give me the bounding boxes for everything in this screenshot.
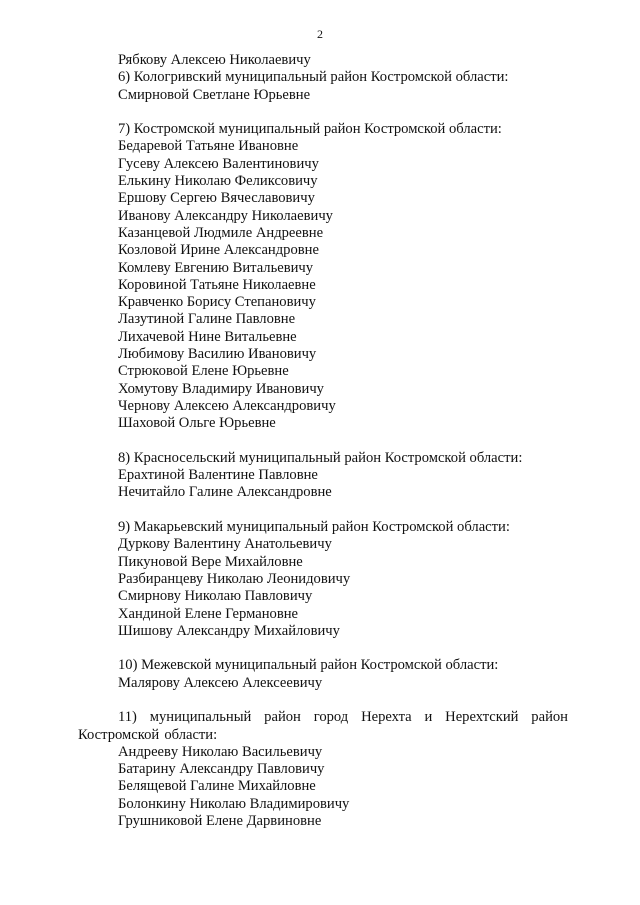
list-item: Хандиной Елене Германовне <box>118 605 299 622</box>
list-item: Хомутову Владимиру Ивановичу <box>118 380 324 397</box>
list-item: Батарину Александру Павловичу <box>118 761 325 778</box>
list-item: Коровиной Татьяне Николаевне <box>118 276 316 293</box>
list-section <box>78 121 568 432</box>
list-item: Болонкину Николаю Владимировичу <box>118 795 350 812</box>
list-item: Шишову Александру Михайловичу <box>118 622 340 639</box>
list-item: Андреевy Николаю Васильевичу <box>118 743 323 760</box>
list-section <box>78 519 568 640</box>
list-section <box>78 657 568 692</box>
list-section <box>78 52 568 69</box>
list-item: Кравченко Борису Степановичу <box>118 294 316 311</box>
list-item: Чернову Алексею Александровичу <box>118 397 336 414</box>
list-item: Пикуновой Вере Михайловне <box>118 553 303 570</box>
list-item: Белящевой Галине Михайловне <box>118 778 316 795</box>
list-item: Разбиранцеву Николаю Леонидовичу <box>118 570 351 587</box>
list-item: Малярову Алексею Алексеевичу <box>118 674 323 691</box>
list-item: Нечитайло Галине Александровне <box>118 484 332 501</box>
list-section <box>78 450 568 502</box>
page-number: 2 <box>317 27 323 41</box>
list-item: Козловой Ирине Александровне <box>118 242 319 259</box>
list-item: Бедаревой Татьяне Ивановне <box>118 138 299 155</box>
list-section <box>78 709 568 830</box>
list-item: Любимову Василию Ивановичу <box>118 346 317 363</box>
section-heading: 11) муниципальный район город Нерехта и Нерехтский район Костромской области: <box>78 709 568 743</box>
list-item: Дуркову Валентину Анатольевичу <box>118 536 332 553</box>
list-item: Смирнову Николаю Павловичу <box>118 588 313 605</box>
list-item: Гусеву Алексею Валентиновичу <box>118 155 319 172</box>
list-item: Ерахтиной Валентине Павловне <box>118 467 318 484</box>
list-item: Елькину Николаю Феликсовичу <box>118 173 318 190</box>
section-heading: 6) Кологривский муниципальный район Костромской области: <box>118 69 509 86</box>
section-heading: 7) Костромской муниципальный район Костромской области: <box>118 121 502 138</box>
list-item: Грушниковой Елене Дарвиновне <box>118 813 322 830</box>
list-item: Лихачевой Нине Витальевне <box>118 328 297 345</box>
document-body <box>78 52 568 830</box>
section-heading: 9) Макарьевский муниципальный район Костромской области: <box>118 519 510 536</box>
list-item: Ершову Сергею Вячеславовичу <box>118 190 315 207</box>
list-item: Смирновой Светлане Юрьевне <box>118 86 311 103</box>
list-item: Стрюковой Елене Юрьевне <box>118 363 289 380</box>
list-item: Казанцевой Людмиле Андреевне <box>118 224 324 241</box>
list-item: Рябкову Алексею Николаевичу <box>118 52 311 68</box>
list-item: Комлеву Евгению Витальевичу <box>118 259 314 276</box>
list-item: Шаховой Ольге Юрьевне <box>118 415 276 432</box>
list-section <box>78 69 568 104</box>
list-item: Лазутиной Галине Павловне <box>118 311 296 328</box>
section-heading: 10) Межевской муниципальный район Костромской области: <box>118 657 499 674</box>
list-item: Иванову Александру Николаевичу <box>118 207 333 224</box>
section-heading: 8) Красносельский муниципальный район Костромской области: <box>118 449 523 466</box>
